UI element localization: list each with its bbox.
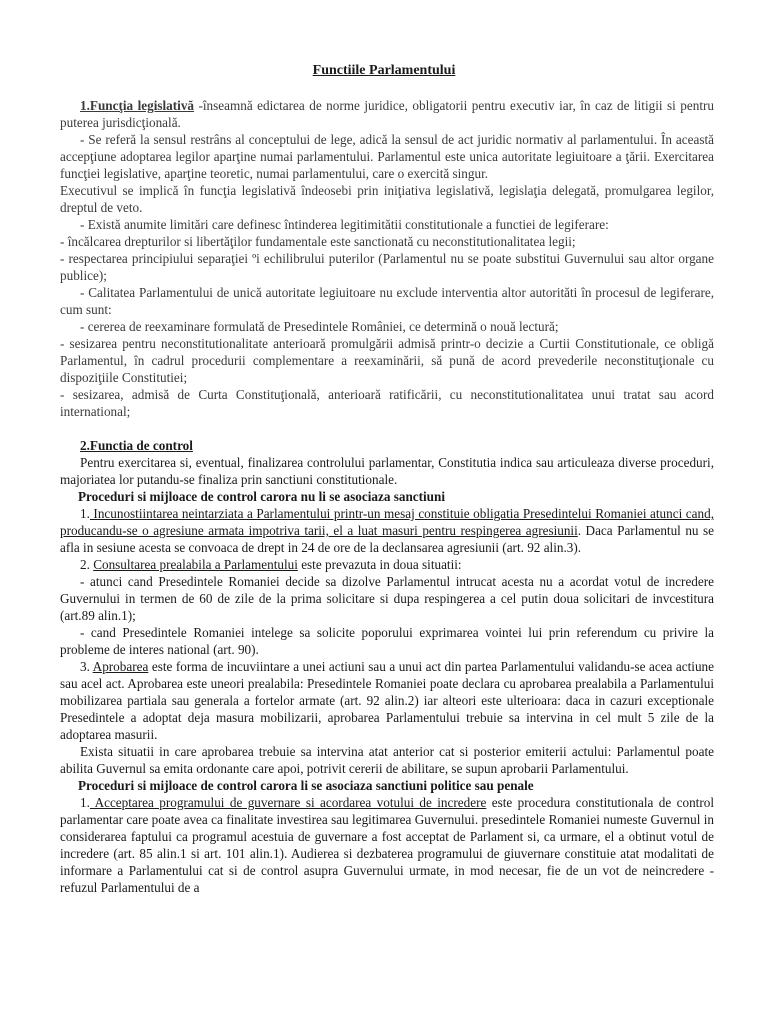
section-control: [60, 437, 714, 896]
section-heading: 2.Functia de control: [80, 438, 193, 453]
list-item: - încălcarea drepturilor si libertăţilor fundamentale este sanctionată cu neconstitutionalitatea legii;: [60, 234, 576, 249]
list-item: 3. Aprobarea este forma de incuviintare a unei actiuni sau a unui act din partea Parlamentului validandu-se acea actiune sau acel act. Aprobarea este uneori prealabila: Presedintele Romaniei poate declara cu aprobarea prealabila a Parlamentului mobilizarea partiala sau generala a fortelor armate (art. 92 alin.2) iar alteori este ulterioara: daca in cazuri exceptionale Presedintele a adoptat deja masura mobilizarii, aprobarea Parlamentului trebuie sa intervina in cel mult 5 zile de la adoptarea masurii.: [60, 659, 714, 742]
spacer: [60, 420, 714, 437]
list-item: - atunci cand Presedintele Romaniei decide sa dizolve Parlamentul intrucat acesta nu a acordat votul de incredere Guvernului in termen de 60 de zile de la prima solicitare si dupa respingerea a cel putin doua solicitari de invcestitura (art.89 alin.1);: [60, 574, 714, 623]
list-item: 1. Acceptarea programului de guvernare si acordarea votului de incredere este procedura constitutionala de control parlamentar care poate avea ca finalitate investirea sau legitimarea Guvernului. presedintele Romaniei numeste Guvernul in considerarea faptului ca programul acestuia de guvernare a fost acceptat de Parlament si, ca urmare, el a obtinut votul de incredere (art. 85 alin.1 si art. 101 alin.1). Audierea si dezbaterea programului de giuvernare constituie atat modalitati de informare a Parlamentului cat si de control asupra Guvernului urmate, in mod necesar, fie de un vot de neincredere - refuzul Parlamentului de a: [60, 795, 714, 895]
list-item: 2. Consultarea prealabila a Parlamentului este prevazuta in doua situatii:: [80, 557, 462, 572]
subsection-heading: Proceduri si mijloace de control carora nu li se asociaza sanctiuni: [78, 489, 446, 504]
paragraph: Executivul se implică în funcţia legislativă îndeosebi prin iniţiativa legislativă, legislaţia delegată, promulgarea legilor, dreptul de veto.: [60, 183, 714, 215]
paragraph: [60, 437, 714, 454]
section-heading: 1.Funcţia legislativă: [80, 98, 195, 113]
list-item: - sesizarea, admisă de Curta Constituţională, anterioară ratificării, cu neconstitutionalitatea unui tratat sau acord international;: [60, 387, 714, 419]
list-item: - cererea de reexaminare formulată de Presedintele României, ce determină o nouă lectură;: [80, 319, 559, 334]
paragraph: Exista situatii in care aprobarea trebuie sa intervina atat anterior cat si posterior emiterii actului: Parlamentul poate abilita Guvernul sa emita ordonante care apoi, potrivit cererii de abilitare, se supun aprobarii Parlamentului.: [60, 744, 714, 776]
section-legislative: [60, 97, 714, 420]
paragraph: - Există anumite limitări care definesc întinderea legitimitătii constitutionale a functiei de legiferare:: [80, 217, 609, 232]
list-item: - respectarea principiului separaţiei ºi echilibrului puterilor (Parlamentul nu se poate substitui Guvernului sau altor organe publice);: [60, 251, 714, 283]
page-title: Functiile Parlamentului: [312, 63, 456, 78]
paragraph: - Se referă la sensul restrâns al conceptului de lege, adică la sensul de act juridic normativ al parlamentului. În această accepţiune adoptarea legilor aparţine numai parlamentului. Parlamentul este unica autoritate legiuitoare a ţării. Exercitarea funcţiei legislative, aparţine teoretic, numai parlamentului, care o exercită singur.: [60, 132, 714, 181]
paragraph: - Calitatea Parlamentului de unică autoritate legiuitoare nu exclude interventia altor autorităti în procesul de legiferare, cum sunt:: [60, 285, 714, 317]
paragraph: Pentru exercitarea si, eventual, finalizarea controlului parlamentar, Constitutia indica sau articuleaza diverse proceduri, majoriatea lor putandu-se finaliza prin sanctiuni constitutionale.: [60, 455, 714, 487]
document-body: [60, 97, 714, 896]
paragraph: 1.Funcţia legislativă -înseamnă edictarea de norme juridice, obligatorii pentru executiv iar, în caz de litigii si pentru puterea jurisdicţională.: [60, 98, 714, 130]
list-item: - cand Presedintele Romaniei intelege sa solicite poporului exprimarea vointei lui prin referendum cu privire la probleme de interes national (art. 90).: [60, 625, 714, 657]
list-item: - sesizarea pentru neconstitutionalitate anterioară promulgării admisă printr-o decizie a Curtii Constitutionale, ce obligă Parlamentul, în cadrul procedurii complementare a reexaminării, să pună de acord prevederile neconstituţionale cu dispoziţiile Constitutiei;: [60, 336, 714, 385]
subsection-heading: Proceduri si mijloace de control carora li se asociaza sanctiuni politice sau penale: [78, 778, 534, 793]
list-item: 1. Incunostiintarea neintarziata a Parlamentului printr-un mesaj constituie obligatia Presedintelui Romaniei atunci cand, producandu-se o agresiune armata impotriva tarii, el a luat masuri pentru respingerea agresiunii. Daca Parlamentul nu se afla in sesiune acesta se convoaca de drept in 24 de ore de la declansarea agresiunii (art. 92 alin.3).: [60, 506, 714, 555]
